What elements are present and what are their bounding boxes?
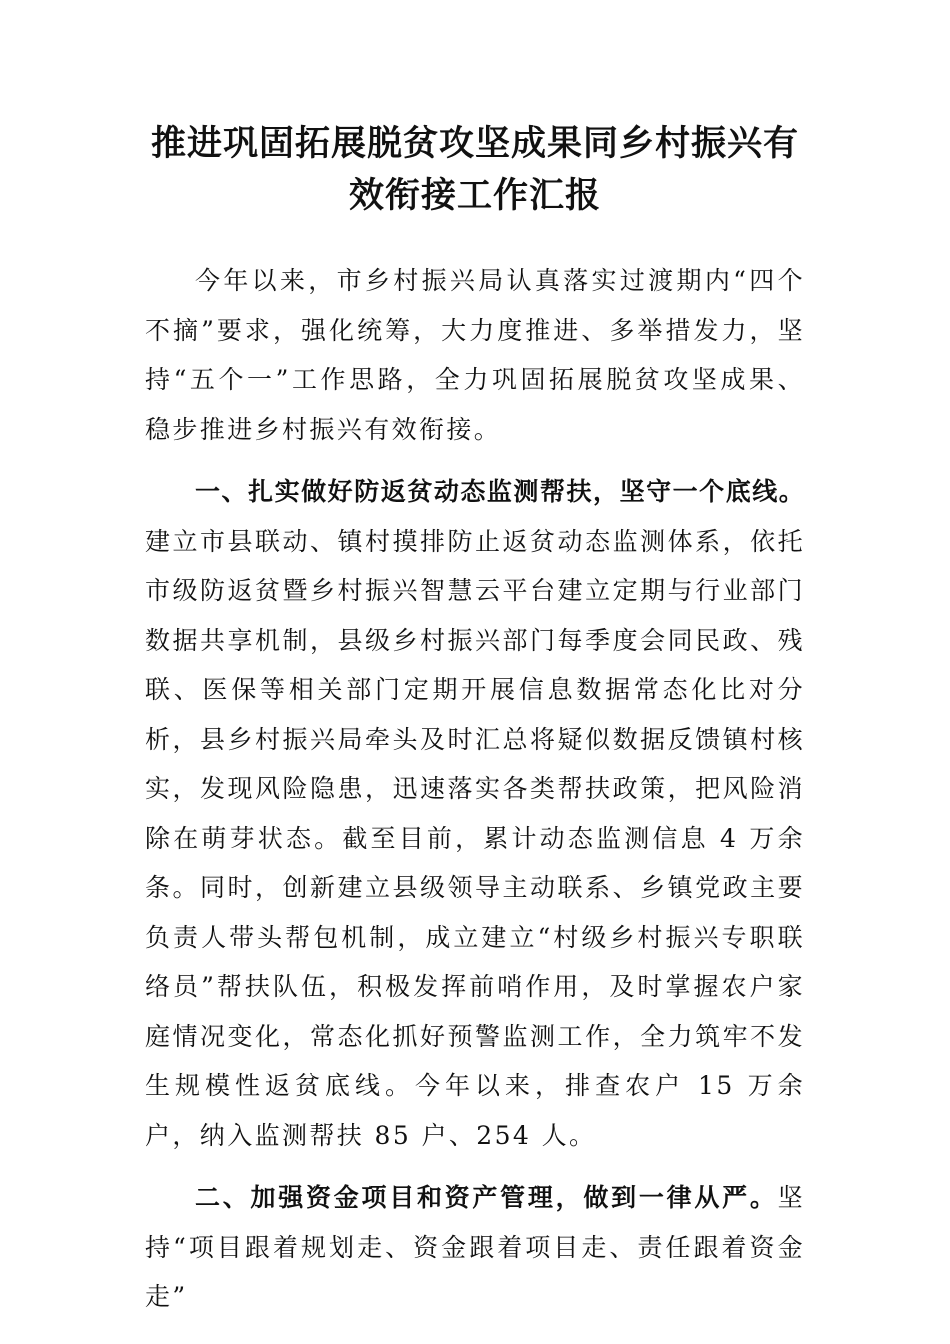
title-line-1: 推进巩固拓展脱贫攻坚成果同乡村振兴有 [150, 124, 799, 164]
document-title [145, 118, 805, 222]
section-2-paragraph [145, 1173, 805, 1322]
section-2-heading: 二、加强资金项目和资产管理，做到一律从严。 [195, 1183, 778, 1212]
section-1-body: 建立市县联动、镇村摸排防止返贫动态监测体系，依托市级防返贫暨乡村振兴智慧云平台建立定期与行业部门数据共享机制，县级乡村振兴部门每季度会同民政、残联、医保等相关部门定期开展信息数据常态化比对分析，县乡村振兴局牵头及时汇总将疑似数据反馈镇村核实，发现风险隐患，迅速落实各类帮扶政策，把风险消除在萌芽状态。截至目前，累计动态监测信息 4 万余条。同时，创新建立县级领导主动联系、乡镇党政主要负责人带头帮包机制，成立建立“村级乡村振兴专职联络员”帮扶队伍，积极发挥前哨作用，及时掌握农户家庭情况变化，常态化抓好预警监测工作，全力筑牢不发生规模性返贫底线。今年以来，排查农户 15 万余户，纳入监测帮扶 85 户、254 人。 [145, 526, 805, 1150]
section-2-body: 坚持“项目跟着规划走、资金跟着项目走、责任跟着资金走” [145, 1183, 805, 1311]
intro-paragraph: 今年以来，市乡村振兴局认真落实过渡期内“四个不摘”要求，强化统筹，大力度推进、多举措发力，坚持“五个一”工作思路，全力巩固拓展脱贫攻坚成果、稳步推进乡村振兴有效衔接。 [145, 266, 805, 444]
section-1-paragraph [145, 467, 805, 1160]
title-line-2: 效衔接工作汇报 [348, 176, 601, 216]
section-1-heading: 一、扎实做好防返贫动态监测帮扶，坚守一个底线。 [195, 477, 805, 506]
